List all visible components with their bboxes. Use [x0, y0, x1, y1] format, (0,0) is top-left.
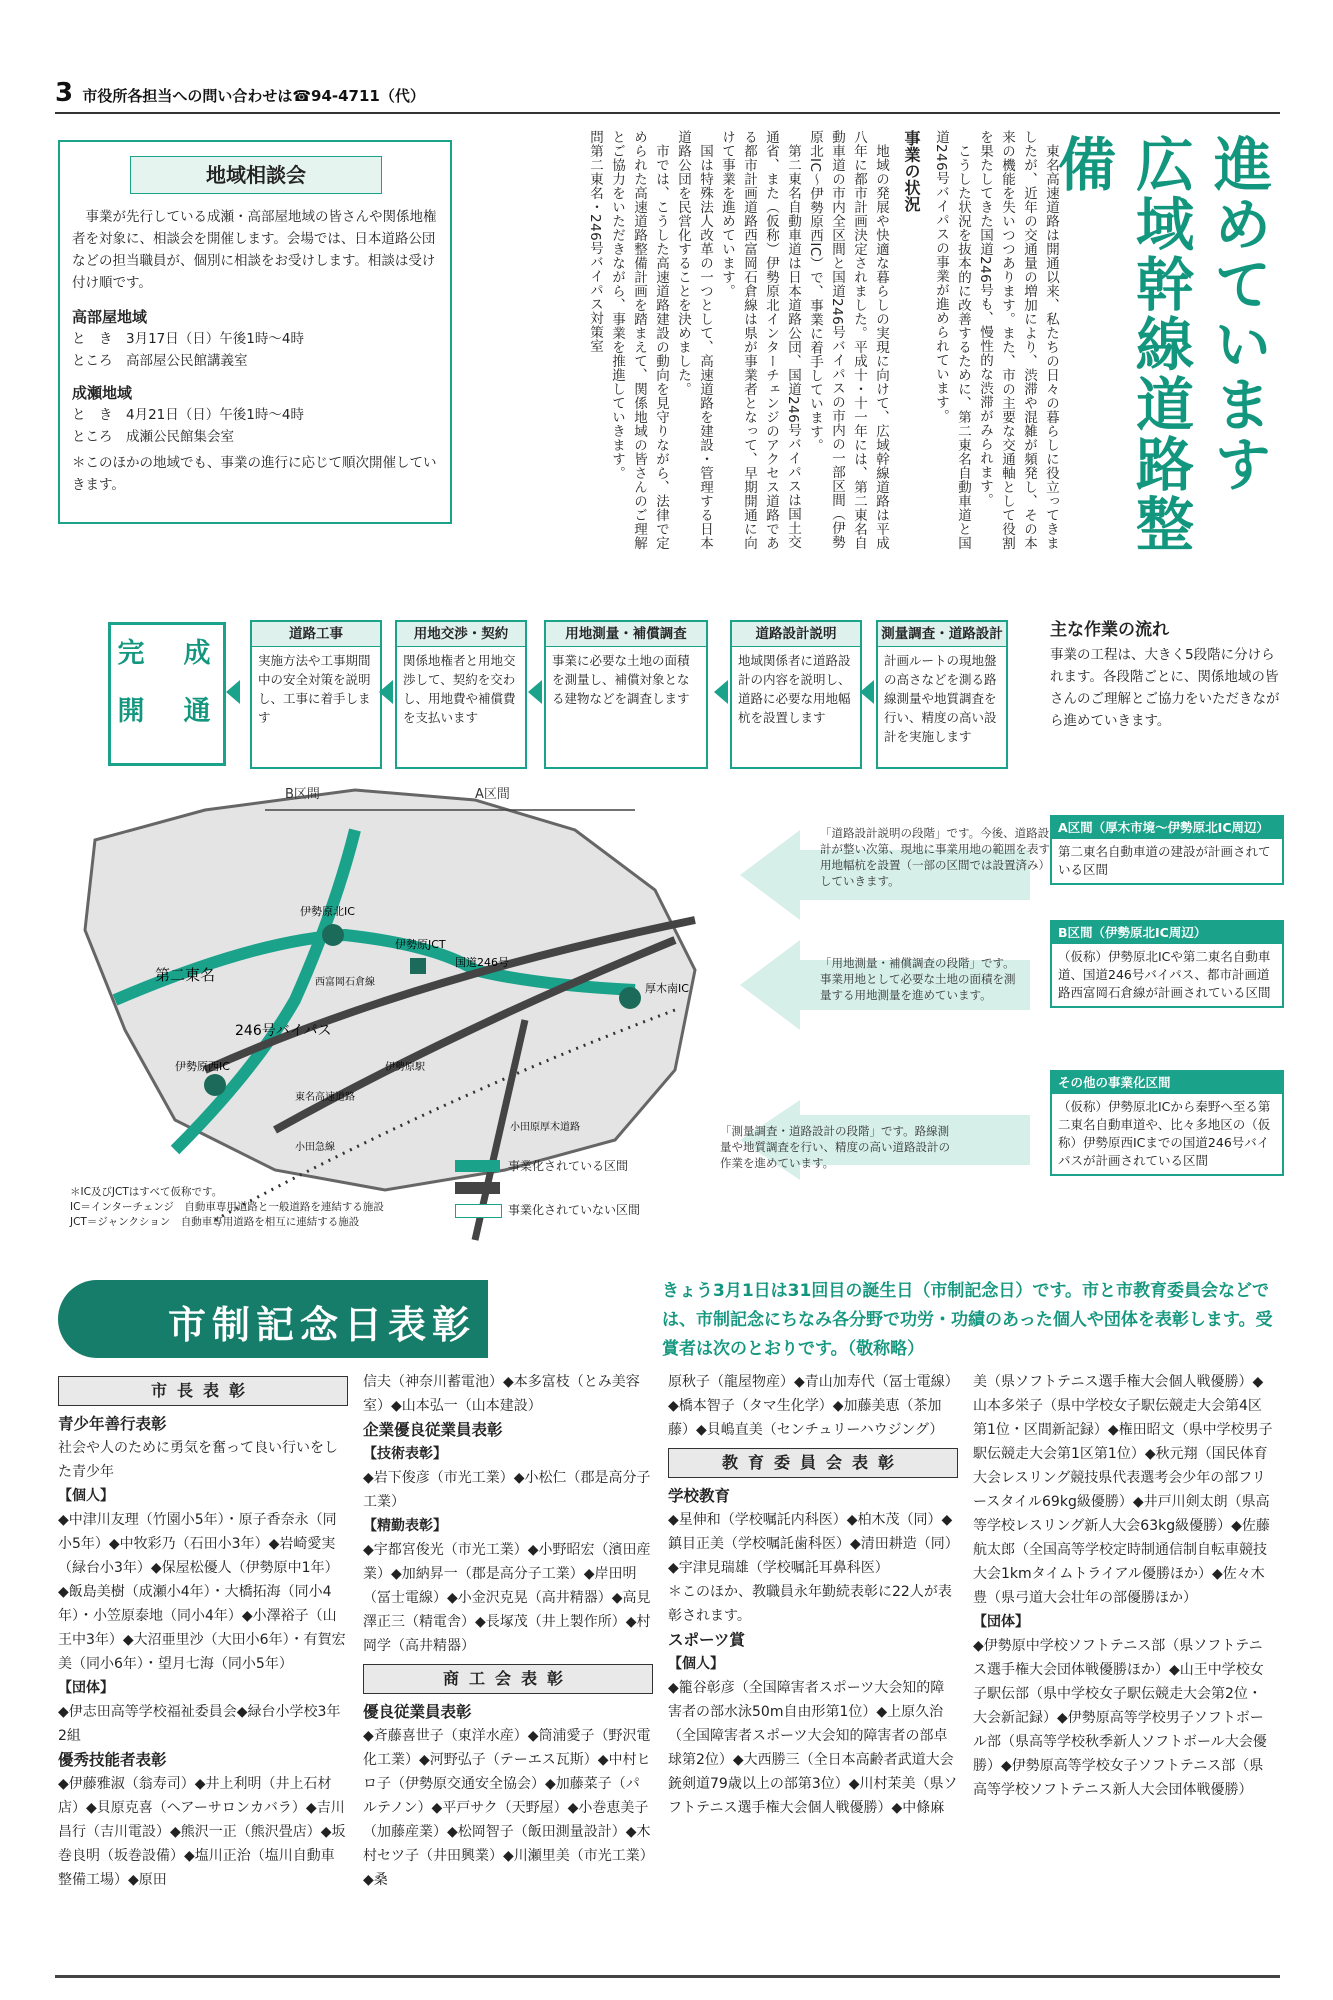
recipient-list: ◆中津川友理（竹園小5年）・原子香奈永（同小5年）◆中牧彩乃（石田小3年）◆岩崎愛実（緑台小3年）◆保屋松優人（伊勢原中1年）◆飯島美樹（成瀬小4年）・大橋拓海（同小4年）・小笠原泰地（同小4年）◆小澤裕子（山王中3年）◆大沼亜里沙（大田小6年）・有賀宏美（同小6年）・望月七海（同小5年） [58, 1512, 346, 1672]
footer-rule [55, 1975, 1280, 1978]
article-text [584, 130, 1062, 560]
recipient-list: 信夫（神奈川蓄電池）◆本多富枝（とみ美容室）◆山本弘一（山本建設） [363, 1374, 640, 1414]
recipient-list: ◆岩下俊彦（市光工業）◆小松仁（郡是高分子工業） [363, 1470, 651, 1510]
flow-step-title: 測量調査・道路設計 [878, 622, 1006, 647]
flow-step-body: 地域関係者に道路設計の内容を説明し、道路に必要な用地幅杭を設置します [738, 653, 851, 725]
article-p1: 東名高速道路は開通以来、私たちの日々の暮らしに役立ってきましたが、近年の交通量の増加により、渋滞や混雑が頻発し、その本来の機能を失いつつあります。また、市の主要な交通軸として役割を果たしてきた国道246号も、慢性的な渋滞がみられます。 [977, 130, 1059, 550]
flow-step-construction [250, 620, 382, 769]
area-naruse-time: と き 4月21日（日）午後1時～4時 [72, 407, 304, 423]
recipient-list: 原秋子（龍屋物産）◆青山加寿代（冨士電線）◆橋本智子（タマ生化学）◆加藤美恵（茶加藤）◆貝嶋直美（センチュリーハウジング） [668, 1374, 952, 1438]
consultation-intro: 事業が先行している成瀬・高部屋地域の皆さんや関係地権者を対象に、相談会を開催します。会場では、日本道路公団などの担当職員が、個別に相談をお受けします。相談は受け付け順です。 [72, 209, 437, 291]
recipient-list: ◆宇都宮俊光（市光工業）◆小野昭宏（濱田産業）◆加納昇一（郡是高分子工業）◆岸田明（冨士電線）◆小金沢克晃（高井精器）◆高見澤正三（精電舎）◆長塚茂（井上製作所）◆村岡学（高井精器） [363, 1542, 651, 1654]
place-label: 国道246号 [455, 956, 509, 969]
place-label: 小田原厚木道路 [510, 1122, 580, 1133]
awards-title: 市制記念日表彰 [168, 1303, 477, 1347]
flow-step-title: 用地測量・補償調査 [546, 622, 706, 647]
award-category: 企業優良従業員表彰 [363, 1421, 503, 1439]
callout-a: 「道路設計説明の段階」です。今後、道路設計が整い次第、現地に事業用地の範囲を表す用地幅杭を設置（一部の区間では設置済み）していきます。 [820, 826, 1050, 888]
section-a-title: A区間（厚木市境～伊勢原北IC周辺） [1052, 817, 1282, 839]
awards-col-3 [668, 1370, 958, 1820]
area-takabeya-place: ところ 高部屋公民館講義室 [72, 353, 248, 369]
group-label: 【技術表彰】 [363, 1446, 447, 1462]
article-contact: 問第二東名・246号バイパス対策室 [587, 130, 603, 354]
area-takabeya: 高部屋地域 [72, 308, 148, 326]
place-label: 伊勢原JCT [395, 938, 446, 951]
section-heading: 教育委員会表彰 [668, 1448, 958, 1478]
place-label: 西富岡石倉線 [315, 977, 375, 988]
consultation-box [58, 140, 452, 524]
legend-swatch-inactive [455, 1204, 502, 1218]
article-p2: こうした状況を抜本的に改善するために、第二東名自動車道と国道246号バイパスの事業が進められています。 [933, 130, 971, 550]
article-p6: 市では、こうした高速道路建設の動向を見守りながら、法律で定められた高速道路整備計画を踏まえて、関係地域の皆さんのご理解とご協力をいただきながら、事業を推進していきます。 [609, 130, 669, 550]
section-b-box [1050, 920, 1284, 1008]
callout-b: 「用地測量・補償調査の段階」です。事業用地として必要な土地の面積を測量する用地測量を進めています。 [820, 956, 1016, 1002]
flow-step-land-survey [544, 620, 708, 769]
section-b-desc: （仮称）伊勢原北ICや第二東名自動車道、国道246号バイパス、都市計画道路西富岡石倉線が計画されている区間 [1058, 949, 1271, 1000]
footnote-line: IC＝インターチェンジ 自動車専用道路と一般道路を連結する施設 [70, 1201, 384, 1213]
flow-step-negotiation [395, 620, 527, 769]
flow-step-body: 関係地権者と用地交渉して、契約を交わし、用地費や補償費を支払います [403, 653, 516, 725]
flow-description [1050, 615, 1280, 732]
flow-step-title: 道路設計説明 [732, 622, 860, 647]
footnote-line: JCT＝ジャンクション 自動車専用道路を相互に連結する施設 [70, 1216, 360, 1228]
section-a-desc: 第二東名自動車道の建設が計画されている区間 [1058, 844, 1271, 877]
other-section-desc: （仮称）伊勢原北ICから秦野へ至る第二東名自動車道や、比々多地区の（仮称）伊勢原西ICまでの国道246号バイパスが計画されている区間 [1058, 1099, 1271, 1168]
group-label: 【個人】 [668, 1656, 724, 1672]
recipient-list: ◆伊志田高等学校福祉委員会◆緑台小学校3年2組 [58, 1704, 341, 1744]
route-map [55, 770, 775, 1250]
section-heading: 市長表彰 [58, 1376, 348, 1406]
completion-box [108, 622, 226, 766]
place-label: 厚木南IC [645, 982, 689, 995]
atsugi-south-ic [619, 987, 641, 1009]
header-rule [55, 112, 1280, 114]
awards-col-2 [363, 1370, 653, 1892]
map-footnote [70, 1185, 384, 1230]
recipient-list: ◆伊勢原中学校ソフトテニス部（県ソフトテニス選手権大会団体戦優勝ほか）◆山王中学校女子駅伝部（県中学校女子駅伝競走大会第2位・大会新記録）◆伊勢原高等学校男子ソフトボール部（県高等学校秋季新人ソフトボール大会優勝）◆伊勢原高等学校女子ソフトテニス部（県高等学校ソフトテニス新人大会団体戦優勝） [973, 1638, 1267, 1798]
group-label: 【個人】 [58, 1488, 114, 1504]
article-subheading: 事業の状況 [902, 130, 921, 213]
flow-arrow [860, 680, 874, 704]
place-label: 伊勢原北IC [300, 905, 355, 918]
legend-swatch-road [455, 1182, 500, 1194]
article-p5: 国は特殊法人改革の一つとして、高速道路を建設・管理する日本道路公団を民営化することを決めました。 [675, 130, 713, 550]
isehara-north-ic [322, 924, 344, 946]
recipient-list: 美（県ソフトテニス選手権大会個人戦優勝）◆山本多栄子（県中学校女子駅伝競走大会第4区第1位・区間新記録）◆権田昭文（県中学校男子駅伝競走大会第1区第1位）◆秋元翔（国民体育大会レスリング競技県代表選考会少年の部フリースタイル69kg級優勝）◆井戸川剣太朗（県高等学校レスリング新人大会63kg級優勝）◆佐藤航太郎（全国高等学校定時制通信制自転車競技大会1kmタイムトライアル優勝ほか）◆佐々木豊（県弓道大会壮年の部優勝ほか） [973, 1374, 1273, 1606]
recipient-list: ◆伊藤雅淑（翁寿司）◆井上利明（井上石材店）◆貝原克喜（ヘアーサロンカバラ）◆吉川昌行（吉川電設）◆熊沢一正（熊沢畳店）◆坂巻良明（坂巻設備）◆塩川正治（塩川自動車整備工場）◆原田 [58, 1776, 346, 1888]
area-naruse-place: ところ 成瀬公民館集会室 [72, 429, 234, 445]
contact-line: 市役所各担当への問い合わせは☎94-4711（代） [82, 87, 425, 105]
consultation-body [72, 206, 438, 496]
flow-step-design-explain [730, 620, 862, 769]
flow-arrow [528, 680, 542, 704]
page-header [55, 78, 425, 108]
headline: 進めています 広域幹線道路整備 [1048, 134, 1272, 554]
place-label: 東名高速道路 [295, 1092, 355, 1103]
awards-col-1 [58, 1370, 348, 1892]
headline-area [1048, 128, 1285, 558]
award-category: スポーツ賞 [668, 1631, 745, 1649]
flow-desc: 事業の工程は、大きく5段階に分けられます。各段階ごとに、関係地域の皆さんのご理解とご協力をいただきながら進めていきます。 [1050, 647, 1280, 729]
place-label: 伊勢原西IC [175, 1060, 230, 1073]
article-p4: 第二東名自動車道は日本道路公団、国道246号バイパスは国土交通省、また（仮称）伊勢原北インターチェンジのアクセス道路である都市計画道路西富岡石倉線は県が事業者となって、早期開通に向けて事業を進めています。 [719, 130, 801, 550]
award-category: 学校教育 [668, 1487, 731, 1505]
legend-swatch-active [455, 1160, 500, 1172]
recipient-list: ◆斉藤喜世子（東洋水産）◆筒浦愛子（野沢電化工業）◆河野弘子（テーエス瓦斯）◆中村ヒロ子（伊勢原交通安全協会）◆加藤菜子（パルテノン）◆平戸サク（天野屋）◆小巻恵美子（加藤産業）◆松岡智子（飯田測量設計）◆木村セツ子（井田興業）◆川瀬里美（市光工業）◆桑 [363, 1728, 651, 1888]
isehara-jct [410, 958, 426, 974]
consultation-note: ＊このほかの地域でも、事業の進行に応じて順次開催していきます。 [72, 455, 437, 493]
b-section-label: B区間 [285, 787, 320, 802]
flow-step-title: 道路工事 [252, 622, 380, 647]
callout-c: 「測量調査・道路設計の段階」です。路線測量や地質調査を行い、精度の高い道路設計の作業を進めています。 [720, 1124, 950, 1170]
recipient-list: ◆籠谷彰彦（全国障害者スポーツ大会知的障害者の部水泳50m自由形第1位）◆上原久治（全国障害者スポーツ大会知的障害者の部卓球第2位）◆大西勝三（全日本高齢者武道大会銃剣道79歳以上の部第3位）◆川村茉美（県ソフトテニス選手権大会個人戦優勝）◆中條麻 [668, 1680, 958, 1816]
award-category: 優秀技能者表彰 [58, 1751, 167, 1769]
section-heading: 商工会表彰 [363, 1664, 653, 1694]
consultation-title: 地域相談会 [130, 156, 382, 194]
flow-title: 主な作業の流れ [1050, 620, 1169, 640]
completion-label: 完 成 [117, 638, 217, 669]
place-label: 伊勢原駅 [385, 1062, 425, 1073]
page-number: 3 [55, 78, 74, 108]
place-label: 小田急線 [295, 1142, 335, 1153]
award-note: ＊このほか、教職員永年勤続表彰に22人が表彰されます。 [668, 1584, 952, 1624]
legend-label-active: 事業化されている区間 [508, 1159, 629, 1173]
article-p3: 地域の発展や快適な暮らしの実現に向けて、広域幹線道路は平成八年に都市計画決定されました。平成十・十一年には、第二東名自動車道の市内全区間と国道246号バイパスの市内の一部区間（伊勢原北IC～伊勢原西IC）で、事業に着手しています。 [807, 130, 889, 550]
flow-step-body: 事業に必要な土地の面積を測量し、補償対象となる建物などを調査します [552, 653, 690, 706]
award-category: 青少年善行表彰 [58, 1415, 167, 1433]
flow-arrow [714, 680, 728, 704]
award-category: 優良従業員表彰 [363, 1703, 472, 1721]
flow-step-body: 実施方法や工事期間中の安全対策を説明し、工事に着手します [258, 653, 371, 725]
place-label: 第二東名 [155, 966, 216, 984]
footnote-line: ＊IC及びJCTはすべて仮称です。 [70, 1186, 223, 1198]
awards-col-4 [973, 1370, 1273, 1802]
flow-step-body: 計画ルートの現地盤の高さなどを測る路線測量や地質調査を行い、精度の高い設計を実施します [884, 653, 997, 744]
awards-intro: きょう3月1日は31回目の誕生日（市制記念日）です。市と市教育委員会などでは、市制記念にちなみ各分野で功労・功績のあった個人や団体を表彰します。受賞者は次のとおりです。（敬称略） [662, 1281, 1273, 1359]
place-label: 246号バイパス [235, 1023, 332, 1039]
group-label: 【精勤表彰】 [363, 1518, 447, 1534]
area-naruse: 成瀬地域 [72, 384, 133, 402]
section-a-box [1050, 815, 1284, 885]
recipient-list: ◆星伸和（学校嘱託内科医）◆柏木茂（同）◆鎮目正美（学校嘱託歯科医）◆清田耕造（同）◆宇津見瑞雄（学校嘱託耳鼻科医） [668, 1512, 953, 1576]
other-section-box [1050, 1070, 1284, 1176]
other-section-title: その他の事業化区間 [1052, 1072, 1282, 1094]
flow-arrow [226, 680, 240, 704]
article-body [472, 130, 1062, 560]
section-b-title: B区間（伊勢原北IC周辺） [1052, 922, 1282, 944]
group-label: 【団体】 [58, 1680, 114, 1696]
flow-step-survey [876, 620, 1008, 769]
legend-label-inactive: 事業化されていない区間 [508, 1203, 641, 1217]
awards-banner [58, 1280, 488, 1358]
isehara-west-ic [204, 1074, 226, 1096]
a-section-label: A区間 [475, 787, 510, 802]
area-takabeya-time: と き 3月17日（日）午後1時～4時 [72, 331, 304, 347]
group-label: 【団体】 [973, 1614, 1029, 1630]
opening-label: 開 通 [117, 696, 217, 727]
award-desc: 社会や人のために勇気を奮って良い行いをした青少年 [58, 1440, 338, 1480]
flow-step-title: 用地交渉・契約 [397, 622, 525, 647]
